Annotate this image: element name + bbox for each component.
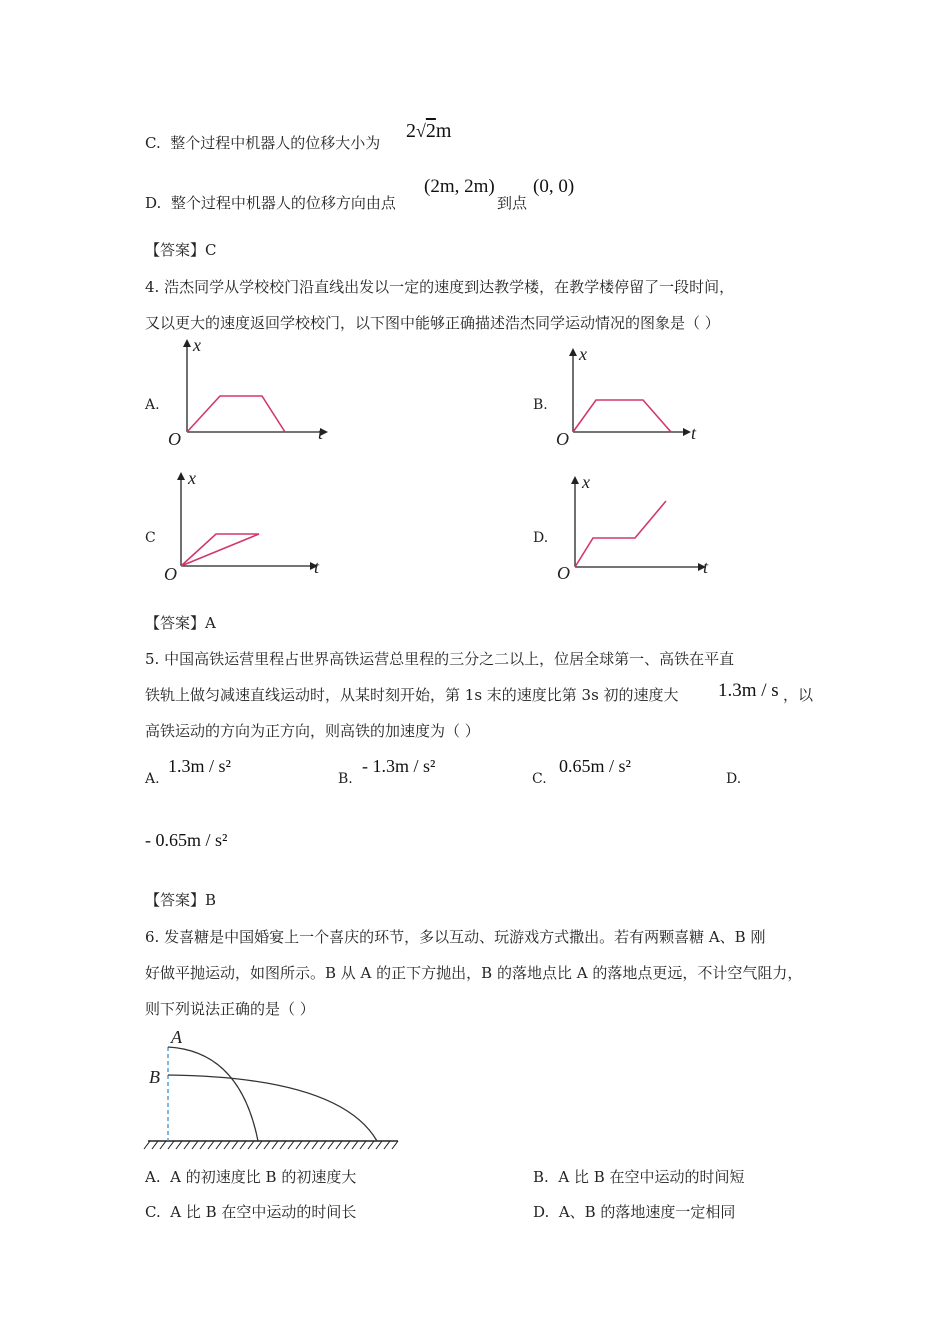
q6-point-a-label: A: [171, 1027, 182, 1047]
q4-graph-c-label: C: [145, 530, 156, 546]
q5-option-a-label: A.: [145, 771, 160, 787]
q4-graph-a: [160, 335, 340, 450]
q5-text-line2-end: ，以: [783, 686, 814, 704]
q4-text-line2: 又以更大的速度返回学校校门，以下图中能够正确描述浩杰同学运动情况的图象是（ ）: [145, 314, 720, 332]
q3-answer: 【答案】C: [145, 241, 217, 259]
q6-option-b: B. A 比 B 在空中运动的时间短: [533, 1168, 745, 1186]
q4-graph-a-x-label: t: [318, 423, 324, 443]
q4-text-line1: 4. 浩杰同学从学校校门沿直线出发以一定的速度到达教学楼，在教学楼停留了一段时间，: [145, 278, 735, 296]
q4-graph-b-origin: O: [556, 429, 569, 449]
q3-option-c-math: 2√2m: [406, 120, 452, 142]
q5-option-d-label: D.: [726, 771, 742, 787]
q5-option-c-label: C.: [532, 771, 547, 787]
q4-graph-c: [160, 468, 330, 583]
q4-graph-b-label: B.: [533, 397, 548, 413]
q3-option-c: C. 整个过程中机器人的位移大小为: [145, 134, 381, 152]
q4-graph-d-y-label: x: [582, 472, 590, 492]
q4-graph-c-y-label: x: [188, 468, 196, 488]
q6-text-line2: 好做平抛运动，如图所示。B 从 A 的正下方抛出，B 的落地点比 A 的落地点更远，不计空气阻力，: [145, 964, 803, 982]
q4-graph-d: [548, 472, 728, 584]
q5-speed-diff: 1.3m / s: [718, 680, 779, 701]
q3-option-d-to: (0, 0): [533, 176, 575, 197]
q6-option-a: A. A 的初速度比 B 的初速度大: [145, 1168, 357, 1186]
q6-option-d: D. A、B 的落地速度一定相同: [533, 1203, 736, 1221]
q5-answer: 【答案】B: [145, 891, 217, 909]
q4-graph-d-x-label: t: [703, 557, 709, 577]
q4-graph-d-origin: O: [557, 563, 570, 583]
q4-graph-b: [548, 344, 708, 449]
q6-point-b-label: B: [149, 1067, 160, 1087]
q3-option-d: D. 整个过程中机器人的位移方向由点: [145, 194, 396, 212]
q4-answer: 【答案】A: [145, 614, 216, 632]
q5-text-line3: 高铁运动的方向为正方向，则高铁的加速度为（ ）: [145, 722, 480, 740]
q6-text-line1: 6. 发喜糖是中国婚宴上一个喜庆的环节，多以互动、玩游戏方式撒出。若有两颗喜糖 A、B 刚: [145, 928, 766, 946]
q6-projectile-figure: [140, 1025, 410, 1155]
q4-graph-c-origin: O: [164, 564, 177, 584]
q5-text-line1: 5. 中国高铁运营里程占世界高铁运营总里程的三分之二以上，位居全球第一、高铁在平直: [145, 650, 735, 668]
q4-graph-b-y-label: x: [579, 344, 587, 364]
q4-graph-c-x-label: t: [314, 557, 320, 577]
q4-graph-a-origin: O: [168, 429, 181, 449]
q6-text-line3: 则下列说法正确的是（ ）: [145, 1000, 315, 1018]
q4-graph-d-label: D.: [533, 530, 549, 546]
q5-option-b-value: - 1.3m / s²: [362, 756, 436, 776]
q5-option-c-value: 0.65m / s²: [559, 756, 631, 776]
q3-option-d-mid: 到点: [497, 194, 528, 212]
q5-option-a-value: 1.3m / s²: [168, 756, 231, 776]
q6-option-c: C. A 比 B 在空中运动的时间长: [145, 1203, 357, 1221]
q3-option-d-from: (2m, 2m): [424, 176, 495, 197]
q5-text-line2: 铁轨上做匀减速直线运动时，从某时刻开始，第 1s 末的速度比第 3s 初的速度大: [145, 686, 679, 704]
q5-option-b-label: B.: [338, 771, 353, 787]
q4-graph-a-label: A.: [145, 397, 160, 413]
q4-graph-a-y-label: x: [193, 335, 201, 355]
q4-graph-b-x-label: t: [691, 423, 697, 443]
q5-option-d-value: - 0.65m / s²: [145, 830, 228, 850]
